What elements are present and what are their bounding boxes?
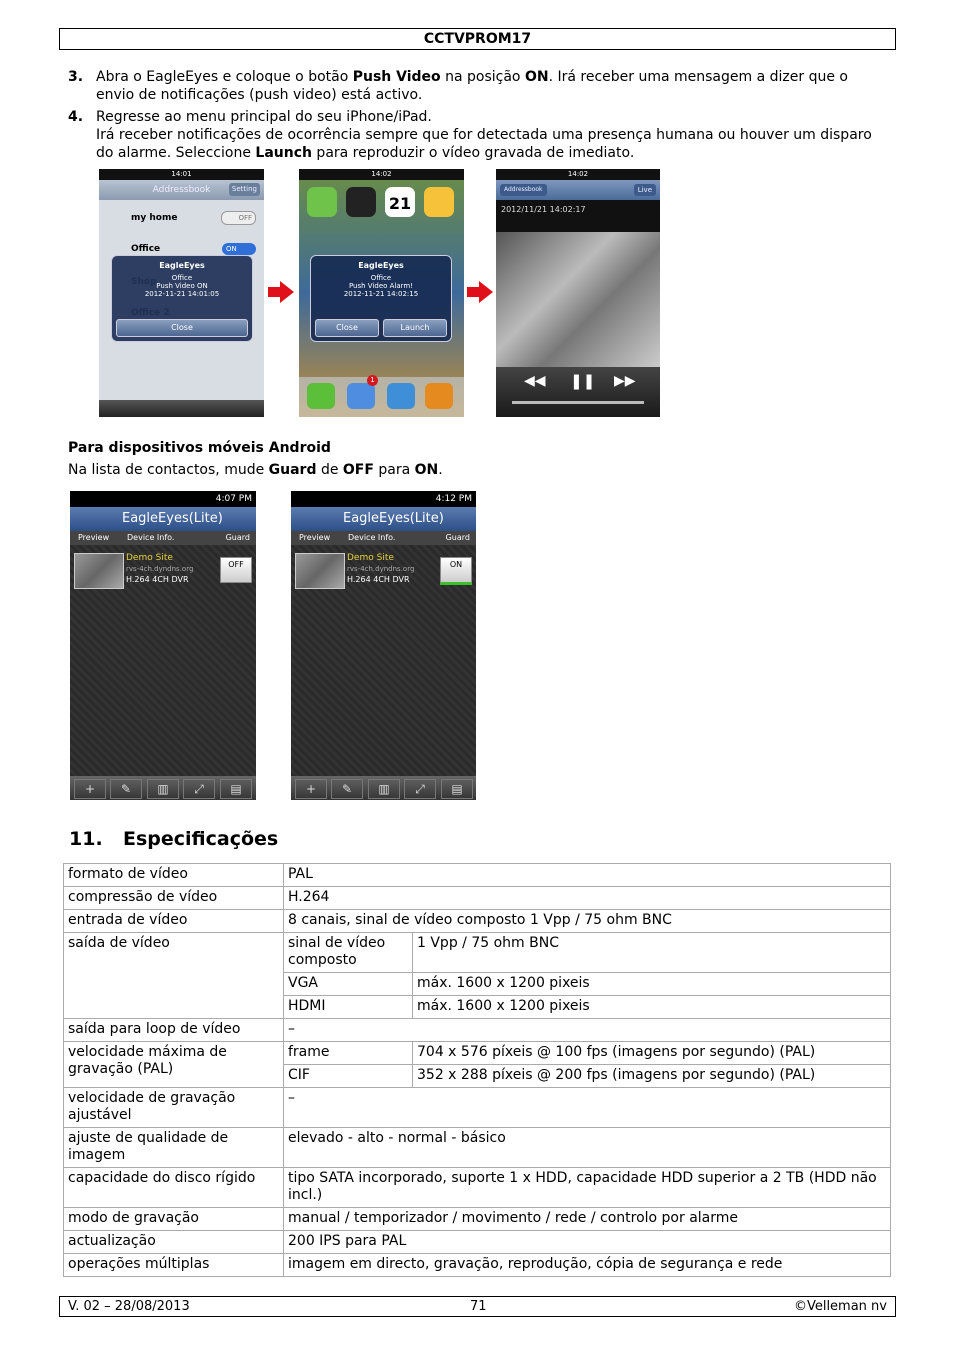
push-alert [310,255,452,342]
text: ON [414,462,439,478]
ios-addressbook-screenshot [99,169,264,417]
text: HDMI [284,996,413,1019]
text: Demo Site [126,553,173,563]
text: Preview [78,533,110,542]
android-screenshot-on: 4:12 PM EagleEyes(Lite) Preview Device Info. Guard Demo Site rvs-4ch.dyndns.org H.264 4CH DVR ON + ✎ ▥ ⤢ ▤ [291,491,476,800]
text: Launch [255,145,312,161]
mail-badge: 1 [367,375,378,386]
text: para [373,462,415,478]
android-heading: Para dispositivos móveis Android [68,440,331,456]
text: compressão de vídeo [64,887,284,910]
text: CIF [284,1065,413,1088]
text: Device Info. [348,533,396,542]
header-title: CCTVPROM17 [423,31,532,47]
weather-icon [424,187,454,217]
text: máx. 1600 x 1200 pixeis [413,996,891,1019]
text: 200 IPS para PAL [284,1231,891,1254]
progress-slider [512,401,644,404]
text: – [284,1088,891,1128]
text: VGA [284,973,413,996]
pause-icon: ❚❚ [570,372,596,390]
ios-home-screenshot [299,169,464,417]
text: OFF [342,462,374,478]
text: manual / temporizador / movimento / rede / controlo por alarme [284,1208,891,1231]
messages-icon [307,187,337,217]
text: na posição [440,69,525,85]
text: frame [284,1042,413,1065]
calendar-icon: 21 [385,187,415,217]
table-row [64,887,891,910]
text: Push Video [352,69,441,85]
table-row [64,933,891,973]
section-heading [69,828,278,850]
live-button: Live [634,184,656,196]
text: Regresse ao menu principal do seu iPhone/iPad. [96,109,432,125]
text: 4:07 PM [70,491,256,507]
text: H.264 4CH DVR [126,575,189,584]
text: 4:12 PM [291,491,476,507]
launch-button: Launch [383,319,447,337]
android-screenshot-off: 4:07 PM EagleEyes(Lite) Preview Device Info. Guard Demo Site rvs-4ch.dyndns.org H.264 4CH DVR OFF + ✎ ▥ ⤢ ▤ [70,491,256,800]
text: actualização [64,1231,284,1254]
text: de [316,462,343,478]
text: Device Info. [127,533,175,542]
text: 704 x 576 píxeis @ 100 fps (imagens por segundo) (PAL) [413,1042,891,1065]
toggle-on: ON [222,243,256,255]
safari-icon [387,383,415,409]
text: Preview [299,533,331,542]
video-frame [496,232,660,367]
text: 1 Vpp / 75 ohm BNC [413,933,891,973]
rewind-icon: ◀◀ [524,373,546,389]
text: 11. [69,828,103,850]
tab-bar [99,400,264,417]
text: entrada de vídeo [64,910,284,933]
footer-brand: ©Velleman nv [793,1299,887,1314]
text: máx. 1600 x 1200 pixeis [413,973,891,996]
table-row [64,1019,891,1042]
text: Abra o EagleEyes e coloque o botão [96,69,353,85]
text: formato de vídeo [64,864,284,887]
text: . Irá receber uma mensagem a dizer que o envio de notificações (push video) está activo. [96,69,848,103]
text: tipo SATA incorporado, suporte 1 x HDD, capacidade HDD superior a 2 TB (HDD não incl.) [284,1168,891,1208]
text: Office [171,274,193,282]
timestamp: 2012/11/21 14:02:17 [501,205,586,214]
text: Guard [225,533,250,542]
text: 14:02 [299,169,464,180]
specs-table [63,863,891,1277]
text: imagem em directo, gravação, reprodução, cópia de segurança e rede [284,1254,891,1277]
text: velocidade máxima de gravação (PAL) [64,1042,284,1088]
step-3 [68,68,878,104]
row-label: my home [131,213,178,223]
text: Push Video Alarm! [348,282,414,290]
text: Especificações [123,828,279,850]
clock-icon [346,187,376,217]
text: para reproduzir o vídeo gravada de imediato. [311,145,635,161]
text: Guard [445,533,470,542]
table-row [64,1231,891,1254]
android-instructions [68,462,443,478]
text: saída de vídeo [64,933,284,1019]
text: H.264 4CH DVR [347,575,410,584]
page-footer [59,1296,896,1317]
text: Office [370,274,392,282]
footer-version: V. 02 – 28/08/2013 [68,1299,190,1314]
text: 14:02 [496,169,660,180]
text: elevado - alto - normal - básico [284,1128,891,1168]
text: Demo Site [347,553,394,563]
text: 14:01 [99,169,264,180]
text: Irá receber notificações de ocorrência sempre que for detectada uma presença humana ou houver um disparo do alarme. Seleccione [96,127,872,161]
text: – [284,1019,891,1042]
text: ON [524,69,549,85]
text: 352 x 288 píxeis @ 200 fps (imagens por segundo) (PAL) [413,1065,891,1088]
player-controls [496,367,660,417]
text: 2012-11-21 14:02:15 [343,290,419,298]
text: H.264 [284,887,891,910]
text: capacidade do disco rígido [64,1168,284,1208]
text: rvs-4ch.dyndns.org [347,565,415,573]
text: PAL [284,864,891,887]
text: velocidade de gravação ajustável [64,1088,284,1128]
close-button: Close [315,319,379,337]
step-text [96,68,878,104]
arrow-right-icon [268,281,294,303]
text: Push Video ON [156,282,208,290]
back-button: Addressbook [500,184,547,196]
page-header [59,28,896,50]
device-thumbnail [295,553,345,589]
text: EagleEyes(Lite) [70,507,256,531]
table-row [64,1088,891,1128]
text: rvs-4ch.dyndns.org [126,565,194,573]
text: operações múltiplas [64,1254,284,1277]
step-number: 3. [68,69,84,85]
step-text [96,108,878,162]
text: sinal de vídeo composto [284,933,413,973]
phone-icon [307,383,335,409]
text: . [438,462,443,478]
ios-player-screenshot [496,169,660,417]
toggle-off: OFF [221,211,256,225]
text: 8 canais, sinal de vídeo composto 1 Vpp / 75 ohm BNC [284,910,891,933]
step-number: 4. [68,109,84,125]
guard-toggle: OFF [220,557,252,583]
table-row [64,1168,891,1208]
forward-icon: ▶▶ [614,373,636,389]
music-icon [425,383,453,409]
addressbook-title: Addressbook [152,185,211,195]
table-row [64,1042,891,1065]
text: saída para loop de vídeo [64,1019,284,1042]
table-row [64,864,891,887]
row-label: Office [131,244,161,254]
step-4 [68,108,878,162]
mail-icon [347,383,375,409]
text: EagleEyes [358,261,404,270]
text: EagleEyes(Lite) [291,507,476,531]
text: modo de gravação [64,1208,284,1231]
table-row [64,1254,891,1277]
text: EagleEyes [159,261,205,270]
guard-toggle: ON [440,557,472,585]
close-button: Close [116,319,248,337]
push-alert [111,255,253,342]
arrow-right-icon [467,281,493,303]
text: Guard [268,462,317,478]
table-row [64,1128,891,1168]
text: Na lista de contactos, mude [68,462,269,478]
text: ajuste de qualidade de imagem [64,1128,284,1168]
table-row [64,1208,891,1231]
setting-button: Setting [229,183,260,196]
text: 2012-11-21 14:01:05 [144,290,220,298]
footer-page-number: 71 [470,1299,487,1314]
device-thumbnail [74,553,124,589]
table-row [64,910,891,933]
